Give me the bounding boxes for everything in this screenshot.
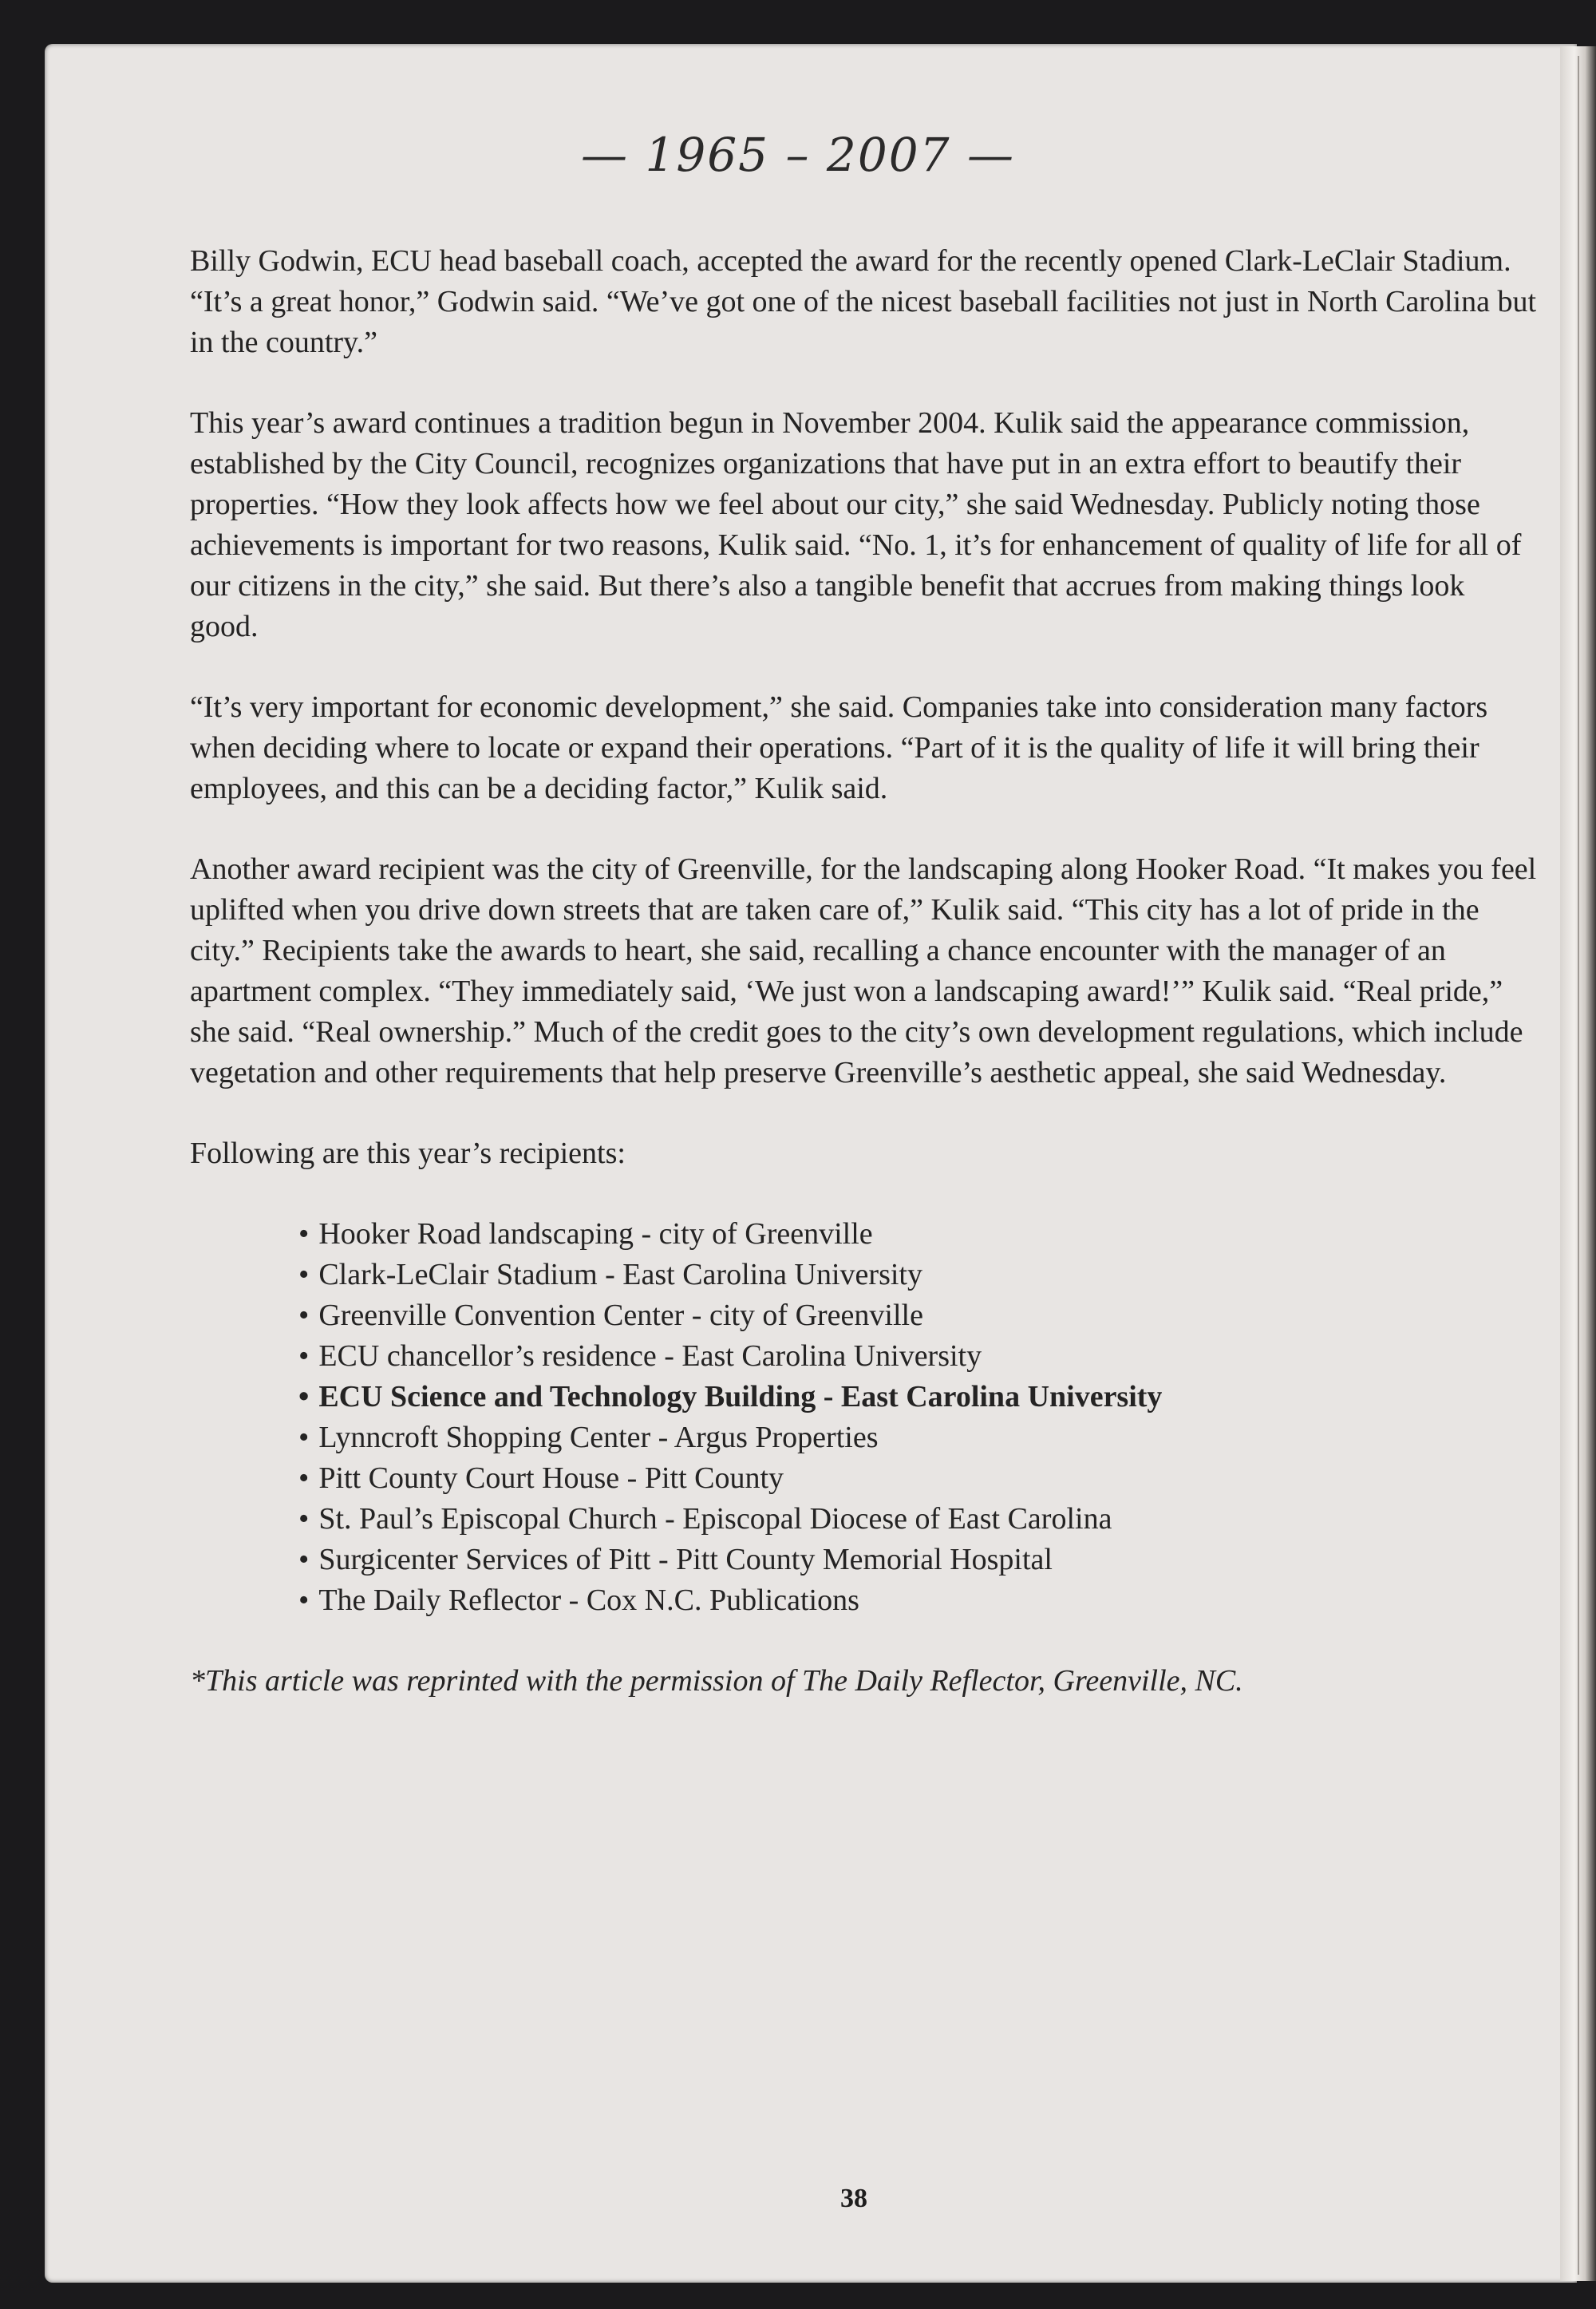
list-item: • St. Paul’s Episcopal Church - Episcopal Diocese of East Carolina	[298, 1499, 1539, 1540]
recipients-list	[190, 1214, 1539, 1621]
paragraph-greenville-award: Another award recipient was the city of Greenville, for the landscaping along Hooker Road. “It makes you feel uplifted when you drive down streets that are taken care of,” Kulik said. “This city has a lot of pride in the city.” Recipients take the awards to heart, she said, recalling a chance encounter with the manager of an apartment complex. “They immediately said, ‘We just won a landscaping award!’” Kulik said. “Real pride,” she said. “Real ownership.” Much of the credit goes to the city’s own development regulations, which include vegetation and other requirements that help preserve Greenville’s aesthetic appeal, she said Wednesday.	[190, 852, 1537, 1089]
list-item: • Hooker Road landscaping - city of Greenville	[298, 1214, 1539, 1255]
paragraph-tradition: This year’s award continues a tradition begun in November 2004. Kulik said the appearance commission, established by the City Council, recognizes organizations that have put in an extra effort to beautify their properties. “How they look affects how we feel about our city,” she said Wednesday. Publicly noting those achievements is important for two reasons, Kulik said. “No. 1, it’s for enhancement of quality of life for all of our citizens in the city,” she said. But there’s also a tangible benefit that accrues from making things look good.	[190, 406, 1522, 643]
reprint-footnote: *This article was reprinted with the permission of The Daily Reflector, Greenville, NC.	[190, 1664, 1243, 1698]
list-item: • Lynncroft Shopping Center - Argus Properties	[298, 1417, 1539, 1458]
paragraph-economic-development: “It’s very important for economic development,” she said. Companies take into consideration many factors when deciding where to locate or expand their operations. “Part of it is the quality of life it will bring their employees, and this can be a deciding factor,” Kulik said.	[190, 690, 1488, 805]
paragraph-godwin: Billy Godwin, ECU head baseball coach, accepted the award for the recently opened Clark-LeClair Stadium. “It’s a great honor,” Godwin said. “We’ve got one of the nicest baseball facilities not just in North Carolina but in the country.”	[190, 244, 1537, 359]
page-edge-line	[1578, 56, 1579, 2275]
recipients-intro: Following are this year’s recipients:	[190, 1137, 626, 1170]
list-item: • Surgicenter Services of Pitt - Pitt County Memorial Hospital	[298, 1540, 1539, 1580]
list-item: • The Daily Reflector - Cox N.C. Publications	[298, 1580, 1539, 1621]
page-number: 38	[840, 2184, 867, 2213]
list-item: • Pitt County Court House - Pitt County	[298, 1458, 1539, 1499]
list-item: • Greenville Convention Center - city of Greenville	[298, 1295, 1539, 1336]
list-item: • ECU chancellor’s residence - East Carolina University	[298, 1336, 1539, 1377]
list-item: • Clark-LeClair Stadium - East Carolina University	[298, 1255, 1539, 1295]
list-item-highlighted: • ECU Science and Technology Building - East Carolina University	[298, 1377, 1539, 1417]
article-body	[190, 241, 1539, 1742]
handwritten-year-header: — 1965 – 2007 —	[581, 128, 1015, 182]
